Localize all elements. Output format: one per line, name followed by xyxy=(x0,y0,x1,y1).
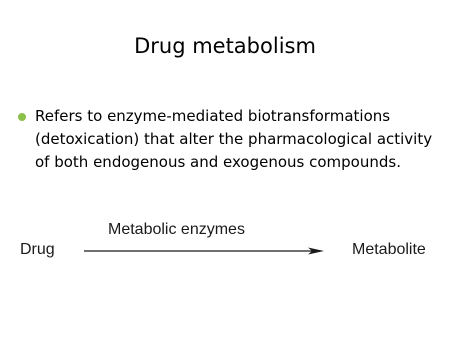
target-label: Metabolite xyxy=(352,241,426,258)
reaction-arrow-icon xyxy=(84,245,324,257)
bullet-dot-icon xyxy=(18,113,26,121)
reaction-diagram xyxy=(0,215,450,265)
source-label: Drug xyxy=(20,241,55,258)
bullet-text: Refers to enzyme-mediated biotransformations (detoxication) that alter the pharmacological activity of both endogenous and exogenous compounds. xyxy=(35,107,433,171)
slide-title: Drug metabolism xyxy=(134,34,316,58)
bullet-item xyxy=(18,105,438,174)
arrow-label: Metabolic enzymes xyxy=(108,221,245,238)
